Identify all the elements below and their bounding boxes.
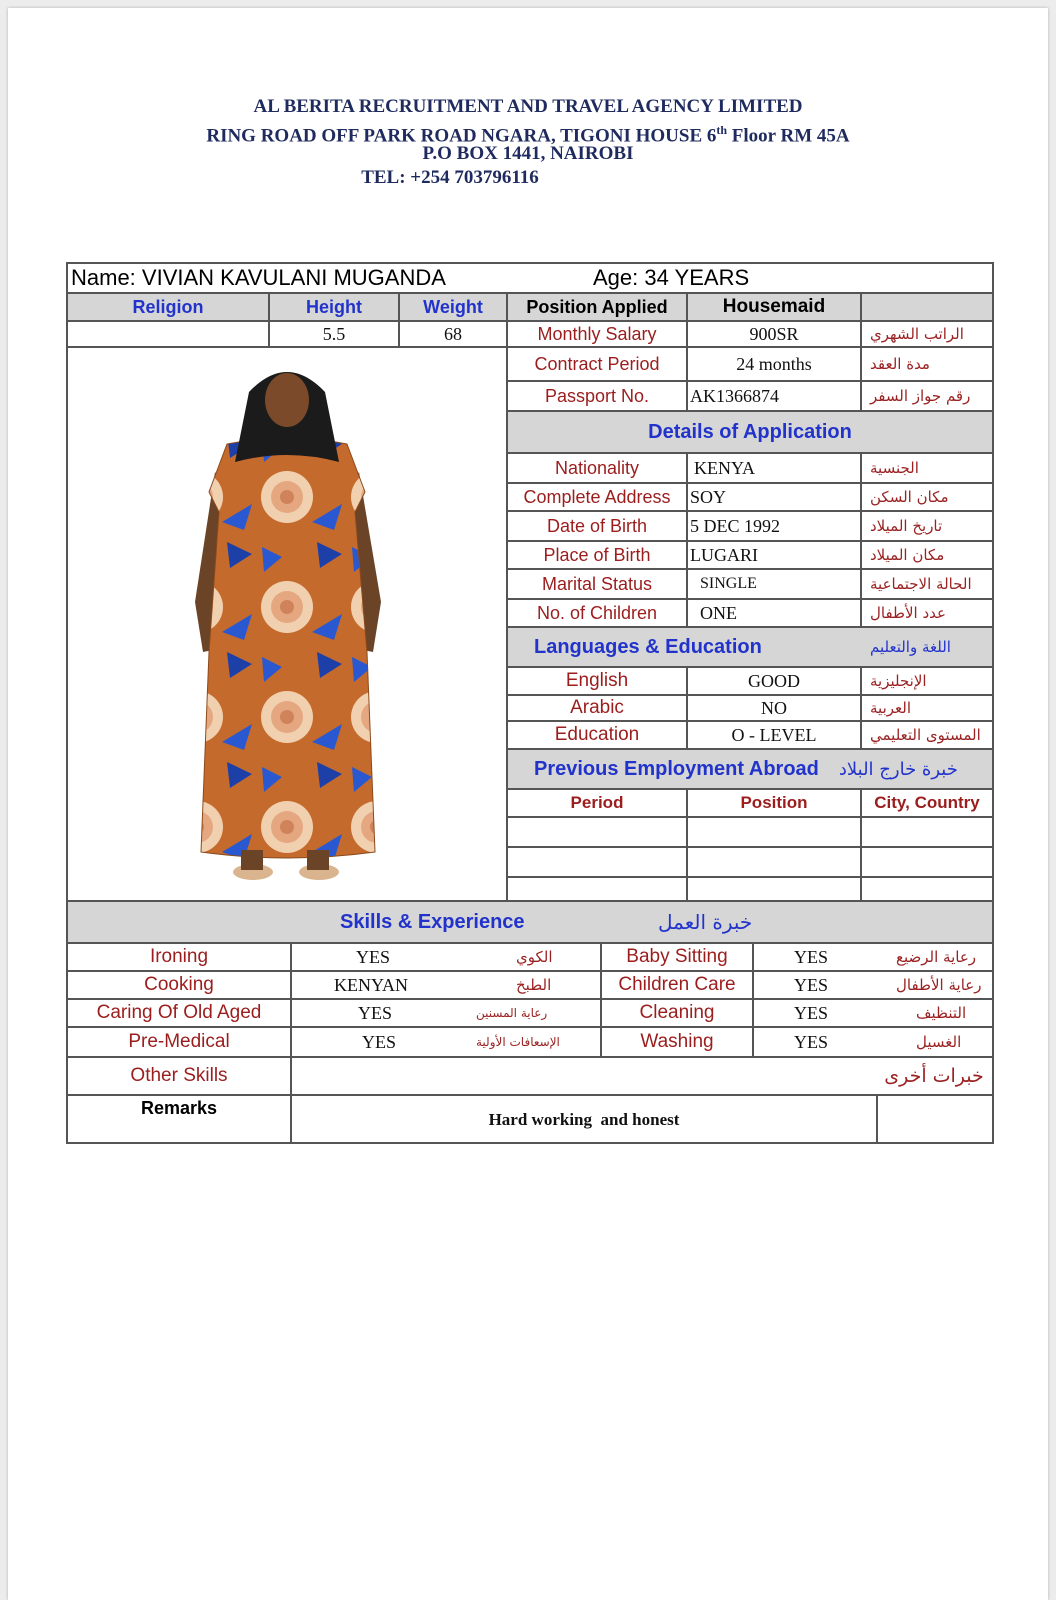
detail-label: Date of Birth xyxy=(508,512,688,542)
position-ar-cell xyxy=(862,294,994,322)
period-value: 24 months xyxy=(688,348,862,382)
employment-cell xyxy=(508,848,688,878)
lang-label: English xyxy=(508,668,688,696)
salary-value: 900SR xyxy=(688,322,862,348)
skill-value: YES xyxy=(292,944,462,972)
salary-ar: الراتب الشهري xyxy=(862,322,994,348)
cv-page xyxy=(8,8,1048,1600)
skill-label: Baby Sitting xyxy=(602,944,754,972)
skill-value: YES xyxy=(292,1000,462,1028)
lang-label: Arabic xyxy=(508,696,688,722)
employment-cell xyxy=(862,848,994,878)
employment-title-ar: خبرة خارج البلاد xyxy=(838,758,958,780)
detail-label: Marital Status xyxy=(508,570,688,600)
weight-label: Weight xyxy=(400,294,508,322)
photo-cell xyxy=(68,348,508,902)
lang-ar: المستوى التعليمي xyxy=(862,722,994,750)
passport-label: Passport No. xyxy=(508,382,688,412)
remarks-label: Remarks xyxy=(68,1096,292,1144)
skill-ar: الطبخ xyxy=(462,972,602,1000)
skill-ar: الكوي xyxy=(462,944,602,972)
agency-pobox: P.O BOX 1441, NAIROBI xyxy=(422,143,634,164)
remarks-ar-cell xyxy=(878,1096,994,1144)
detail-ar: تاريخ الميلاد xyxy=(862,512,994,542)
detail-value: ONE xyxy=(688,600,862,628)
skill-label: Washing xyxy=(602,1028,754,1058)
employment-cell xyxy=(508,818,688,848)
detail-ar: الجنسية xyxy=(862,454,994,484)
employment-cell xyxy=(508,878,688,902)
skill-value: KENYAN xyxy=(292,972,462,1000)
period-ar: مدة العقد xyxy=(862,348,994,382)
candidate-photo xyxy=(167,352,407,896)
agency-tel: TEL: +254 703796116 xyxy=(361,167,539,188)
employment-cell xyxy=(688,818,862,848)
skill-ar: رعاية الأطفال xyxy=(876,972,994,1000)
skill-ar: رعاية الرضيع xyxy=(876,944,994,972)
agency-address: RING ROAD OFF PARK ROAD NGARA, TIGONI HOUSE 6th Floor RM 45A xyxy=(206,123,850,147)
position-value: Housemaid xyxy=(688,294,862,322)
detail-ar: مكان الميلاد xyxy=(862,542,994,570)
height-label: Height xyxy=(270,294,400,322)
skill-value: YES xyxy=(292,1028,462,1058)
employment-cell xyxy=(688,848,862,878)
employment-col-position: Position xyxy=(688,790,862,818)
employment-col-period: Period xyxy=(508,790,688,818)
detail-value: KENYA xyxy=(688,454,862,484)
detail-label: Nationality xyxy=(508,454,688,484)
detail-value: 5 DEC 1992 xyxy=(688,512,862,542)
detail-label: Complete Address xyxy=(508,484,688,512)
detail-ar: الحالة الاجتماعية xyxy=(862,570,994,600)
lang-value: O - LEVEL xyxy=(688,722,862,750)
details-title: Details of Application xyxy=(508,412,994,454)
detail-label: Place of Birth xyxy=(508,542,688,570)
religion-value xyxy=(68,322,270,348)
employment-title-bar xyxy=(508,750,994,790)
skill-ar: رعاية المسنين xyxy=(462,1000,602,1028)
skill-value: YES xyxy=(754,1000,876,1028)
skill-ar: الغسيل xyxy=(876,1028,994,1058)
skill-value: YES xyxy=(754,972,876,1000)
skill-label: Ironing xyxy=(68,944,292,972)
other-skills-value xyxy=(292,1058,876,1096)
agency-name: AL BERITA RECRUITMENT AND TRAVEL AGENCY LIMITED xyxy=(253,96,803,117)
detail-value: SOY xyxy=(688,484,862,512)
skill-ar: الإسعافات الأولية xyxy=(462,1028,602,1058)
detail-label: No. of Children xyxy=(508,600,688,628)
skill-value: YES xyxy=(754,944,876,972)
skill-ar: التنظيف xyxy=(876,1000,994,1028)
skills-title-bar xyxy=(68,902,994,944)
position-label: Position Applied xyxy=(508,294,688,322)
lang-ar: العربية xyxy=(862,696,994,722)
skills-title: Skills & Experience xyxy=(340,910,525,933)
height-value: 5.5 xyxy=(270,322,400,348)
skill-label: Pre-Medical xyxy=(68,1028,292,1058)
candidate-age: Age: 34 YEARS xyxy=(593,265,750,290)
skill-label: Caring Of Old Aged xyxy=(68,1000,292,1028)
period-label: Contract Period xyxy=(508,348,688,382)
employment-cell xyxy=(688,878,862,902)
employment-title: Previous Employment Abroad xyxy=(534,757,819,780)
candidate-name: Name: VIVIAN KAVULANI MUGANDA xyxy=(71,265,446,290)
skill-label: Cooking xyxy=(68,972,292,1000)
lang-value: NO xyxy=(688,696,862,722)
skill-label: Children Care xyxy=(602,972,754,1000)
lang-ar: الإنجليزية xyxy=(862,668,994,696)
skill-value: YES xyxy=(754,1028,876,1058)
detail-value: SINGLE xyxy=(688,570,862,600)
lang-label: Education xyxy=(508,722,688,750)
name-row xyxy=(68,264,994,294)
other-skills-label: Other Skills xyxy=(68,1058,292,1096)
skills-title-ar: خبرة العمل xyxy=(658,910,753,934)
languages-title: Languages & Education xyxy=(534,635,762,658)
lang-value: GOOD xyxy=(688,668,862,696)
salary-label: Monthly Salary xyxy=(508,322,688,348)
remarks-value: Hard working and honest xyxy=(292,1096,878,1144)
detail-value: LUGARI xyxy=(688,542,862,570)
languages-title-ar: اللغة والتعليم xyxy=(870,638,951,656)
detail-ar: مكان السكن xyxy=(862,484,994,512)
languages-title-bar xyxy=(508,628,994,668)
cv-table xyxy=(66,262,994,1144)
religion-label: Religion xyxy=(68,294,270,322)
passport-value: AK1366874 xyxy=(688,382,862,412)
passport-ar: رقم جواز السفر xyxy=(862,382,994,412)
employment-col-city: City, Country xyxy=(862,790,994,818)
detail-ar: عدد الأطفال xyxy=(862,600,994,628)
employment-cell xyxy=(862,818,994,848)
weight-value: 68 xyxy=(400,322,508,348)
skill-label: Cleaning xyxy=(602,1000,754,1028)
other-skills-ar: خبرات أخرى xyxy=(876,1058,994,1096)
employment-cell xyxy=(862,878,994,902)
